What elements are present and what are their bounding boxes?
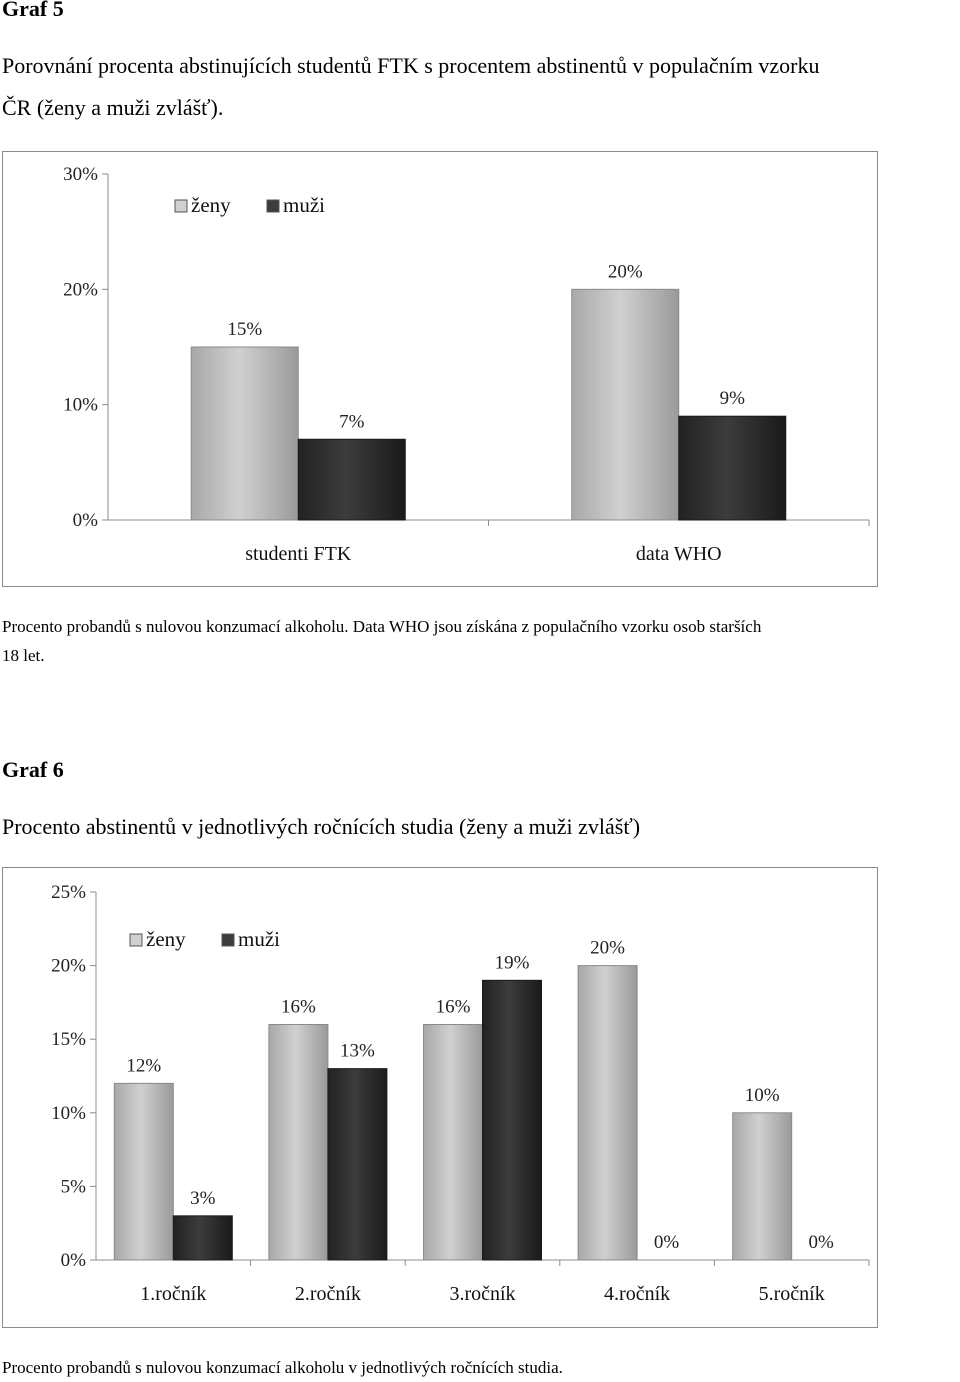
x-category-label: 4.ročník bbox=[604, 1283, 671, 1305]
data-label: 0% bbox=[808, 1232, 834, 1253]
x-category-label: studenti FTK bbox=[245, 543, 352, 565]
graf5-chart-frame bbox=[2, 151, 878, 587]
y-tick-label: 5% bbox=[60, 1176, 86, 1198]
data-label: 7% bbox=[339, 411, 365, 433]
data-label: 12% bbox=[126, 1055, 162, 1077]
legend-swatch-muzi bbox=[222, 934, 234, 946]
bar-zeny bbox=[269, 1024, 328, 1260]
bar-muzi bbox=[328, 1069, 387, 1260]
y-tick-label: 25% bbox=[51, 882, 86, 903]
graf5-note-line1: Procento probandů s nulovou konzumací alkoholu. Data WHO jsou získána z populačního vzorku osob starších bbox=[2, 617, 762, 636]
data-label: 10% bbox=[744, 1084, 780, 1106]
graf5-title-line1: Porovnání procenta abstinujících studentů FTK s procentem abstinentů v populačním vzorku bbox=[2, 53, 820, 78]
data-label: 16% bbox=[435, 996, 471, 1018]
graf5-title-line2: ČR (ženy a muži zvlášť). bbox=[2, 95, 224, 120]
data-label: 20% bbox=[590, 937, 626, 959]
bar-muzi bbox=[298, 439, 405, 520]
data-label: 16% bbox=[280, 996, 316, 1018]
bar-zeny bbox=[572, 289, 679, 520]
graf6-chart bbox=[3, 868, 877, 1327]
bar-zeny bbox=[114, 1083, 173, 1260]
data-label: 3% bbox=[190, 1187, 216, 1209]
y-tick-label: 20% bbox=[51, 955, 86, 977]
y-tick-label: 10% bbox=[63, 394, 98, 416]
legend-label-zeny: ženy bbox=[146, 927, 186, 951]
data-label: 20% bbox=[607, 261, 643, 283]
graf6-title: Procento abstinentů v jednotlivých ročnících studia (ženy a muži zvlášť) bbox=[2, 814, 641, 839]
legend-swatch-zeny bbox=[130, 934, 142, 946]
x-category-label: 1.ročník bbox=[140, 1283, 207, 1305]
legend-label-zeny: ženy bbox=[191, 193, 231, 217]
bar-muzi bbox=[679, 416, 786, 520]
bar-muzi bbox=[173, 1216, 232, 1260]
legend-label-muzi: muži bbox=[283, 193, 325, 217]
data-label: 19% bbox=[494, 952, 530, 974]
bar-zeny bbox=[424, 1024, 483, 1260]
graf6-note: Procento probandů s nulovou konzumací alkoholu v jednotlivých ročnících studia. bbox=[2, 1358, 563, 1377]
x-category-label: 2.ročník bbox=[294, 1283, 361, 1305]
graf5-heading: Graf 5 bbox=[2, 0, 64, 21]
legend-label-muzi: muži bbox=[238, 927, 280, 951]
x-category-label: data WHO bbox=[635, 543, 722, 565]
data-label: 0% bbox=[653, 1232, 680, 1253]
data-label: 9% bbox=[719, 388, 745, 410]
data-label: 13% bbox=[339, 1040, 375, 1062]
y-tick-label: 0% bbox=[60, 1250, 86, 1271]
bar-muzi bbox=[483, 980, 542, 1260]
graf5-note-line2: 18 let. bbox=[2, 646, 45, 665]
bar-zeny bbox=[578, 966, 637, 1260]
bar-zeny bbox=[191, 347, 298, 520]
y-tick-label: 0% bbox=[72, 510, 98, 531]
y-tick-label: 30% bbox=[63, 164, 98, 185]
y-tick-label: 15% bbox=[51, 1029, 86, 1051]
graf5-chart bbox=[3, 152, 877, 586]
x-category-label: 3.ročník bbox=[449, 1283, 516, 1305]
x-category-label: 5.ročník bbox=[758, 1283, 825, 1305]
legend-swatch-muzi bbox=[267, 200, 279, 212]
data-label: 15% bbox=[227, 319, 263, 340]
graf6-chart-frame bbox=[2, 867, 878, 1328]
legend-swatch-zeny bbox=[175, 200, 187, 212]
bar-zeny bbox=[733, 1113, 792, 1260]
y-tick-label: 10% bbox=[51, 1102, 86, 1124]
y-tick-label: 20% bbox=[63, 279, 98, 301]
graf6-heading: Graf 6 bbox=[2, 757, 64, 782]
